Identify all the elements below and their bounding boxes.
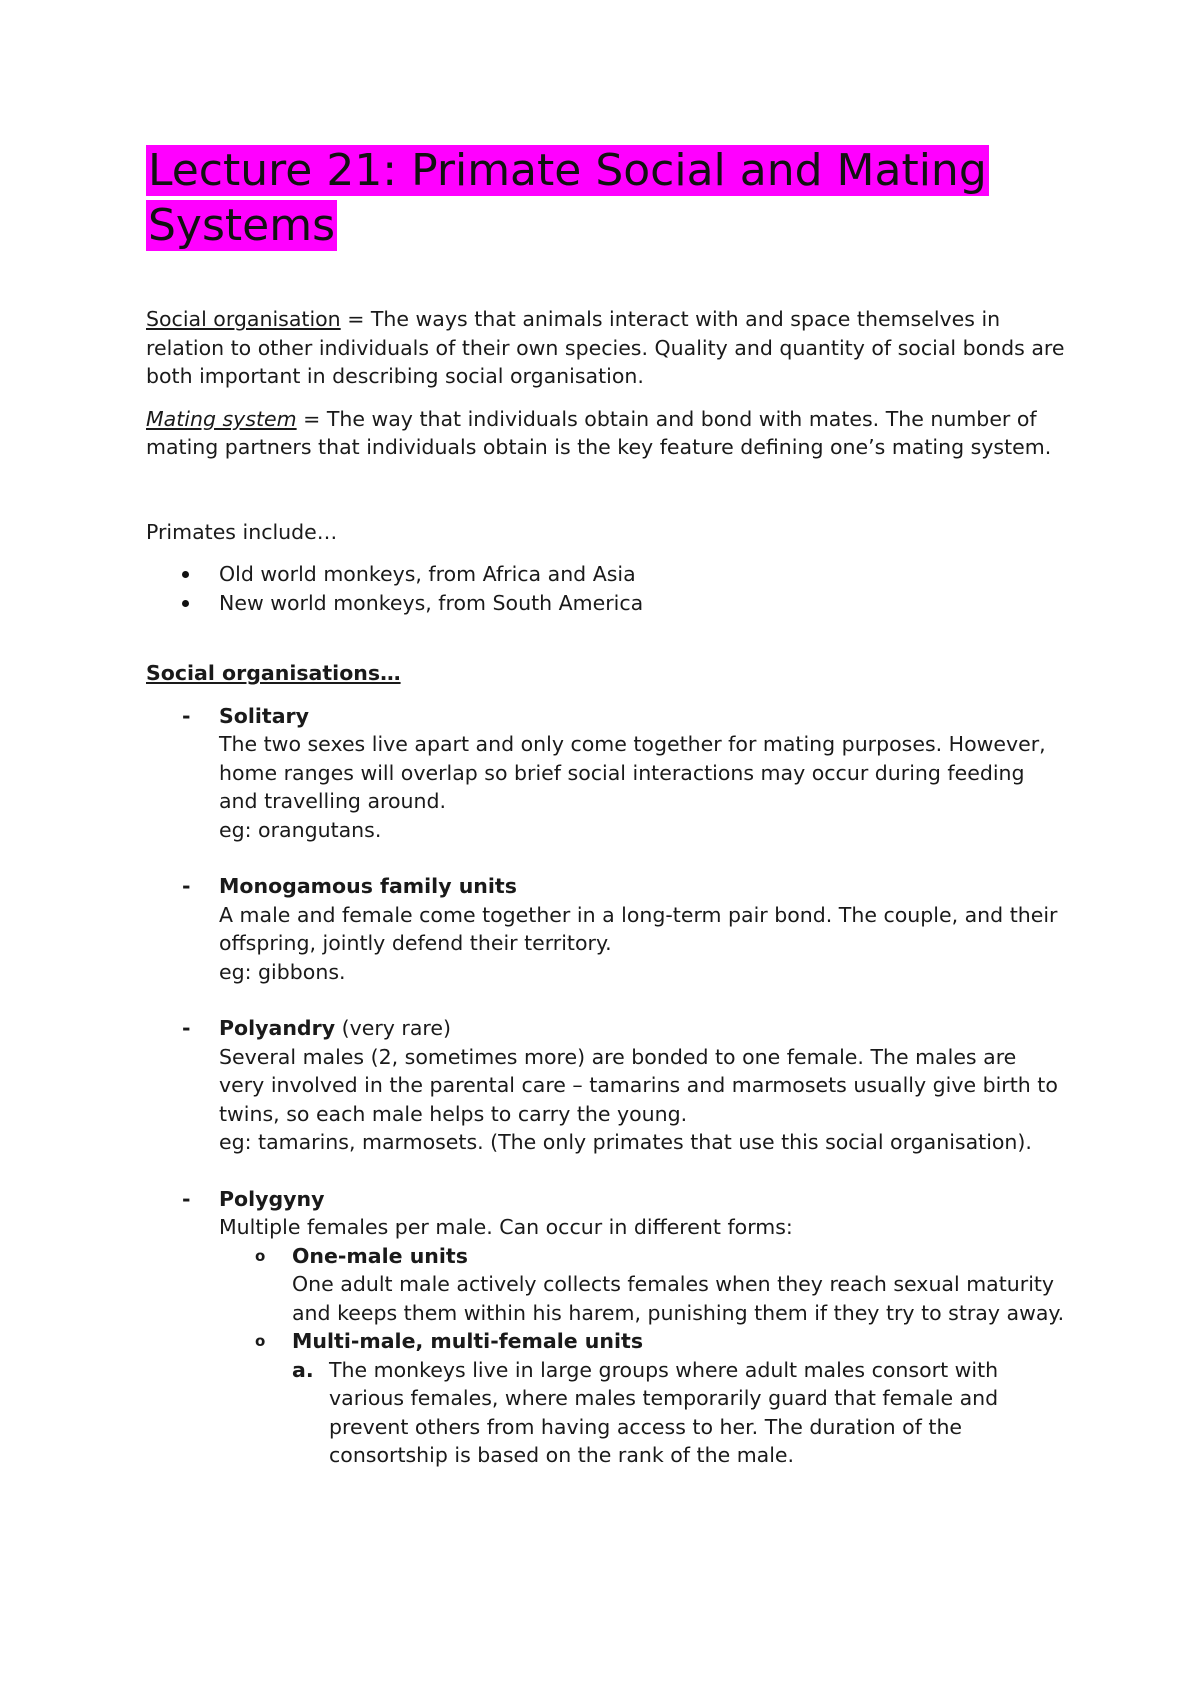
item-description: The two sexes live apart and only come together for mating purposes. However, home ranges will overlap so brief social interactions may occur during feeding and travelling around. [219,732,1046,813]
polygyny-form-multi-male [146,1327,1066,1470]
item-example: eg: orangutans. [219,817,382,842]
item-title-note: (very rare) [335,1016,451,1040]
dash-bullet-icon: - [182,1016,191,1040]
bullet-dot-icon [182,571,189,578]
multi-male-point [292,1356,1066,1470]
definition-text: = The ways that animals interact with and space themselves in relation to other individuals of their own species. Quality and quantity of social bonds are both important in describing social organisation. [146,307,1065,388]
primates-list [146,560,1066,617]
sub-bullet-icon: o [255,1246,266,1265]
point-text: The monkeys live in large groups where adult males consort with various females, where males temporarily guard that female and prevent others from having access to her. The duration of the consortship is based on the rank of the male. [329,1357,999,1467]
item-title: Polygyny [219,1186,325,1211]
document-body [146,143,1066,1470]
primates-intro: Primates include… [146,519,338,544]
page-title [146,143,1066,253]
section-heading: Social organisations… [146,661,401,685]
definition-term: Mating system [146,406,297,431]
item-description: A male and female come together in a long-term pair bond. The couple, and their offspring, jointly defend their territory. [219,902,1058,955]
list-item [146,560,1066,589]
social-org-polygyny [146,1185,1066,1470]
dash-bullet-icon: - [182,874,191,898]
social-org-solitary [146,702,1066,845]
sub-bullet-icon: o [255,1332,266,1350]
form-title: One-male units [292,1243,468,1268]
item-title: Solitary [219,703,310,728]
list-item-text: New world monkeys, from South America [219,590,644,615]
item-description: Multiple females per male. Can occur in different forms: [219,1215,793,1239]
form-title: Multi-male, multi-female units [292,1329,644,1353]
definition-term: Social organisation [146,307,341,331]
polygyny-form-one-male [146,1242,1066,1328]
definition-text: = The way that individuals obtain and bond with mates. The number of mating partners that individuals obtain is the key feature defining one’s mating system. [146,406,1052,459]
form-description: One adult male actively collects females when they reach sexual maturity and keeps them within his harem, punishing them if they try to stray away. [292,1272,1065,1325]
item-title: Monogamous family units [219,874,517,898]
title-highlight: Lecture 21: Primate Social and Mating Systems [148,145,987,251]
definition-social-organisation [146,305,1066,391]
item-example: eg: tamarins, marmosets. (The only primates that use this social organisation). [219,1130,1032,1154]
item-description: Several males (2, sometimes more) are bonded to one female. The males are very involved in the parental care – tamarins and marmosets usually give birth to twins, so each male helps to carry the young. [219,1044,1058,1126]
list-item [146,589,1066,618]
dash-bullet-icon: - [182,703,191,728]
bullet-dot-icon [182,600,189,607]
item-example: eg: gibbons. [219,959,346,984]
point-letter: a. [292,1357,314,1382]
social-org-monogamous [146,872,1066,986]
social-org-polyandry [146,1014,1066,1157]
list-item-text: Old world monkeys, from Africa and Asia [219,562,636,586]
dash-bullet-icon: - [182,1186,191,1211]
definition-mating-system [146,405,1066,462]
spacer [146,476,1066,518]
item-title: Polyandry [219,1016,336,1040]
